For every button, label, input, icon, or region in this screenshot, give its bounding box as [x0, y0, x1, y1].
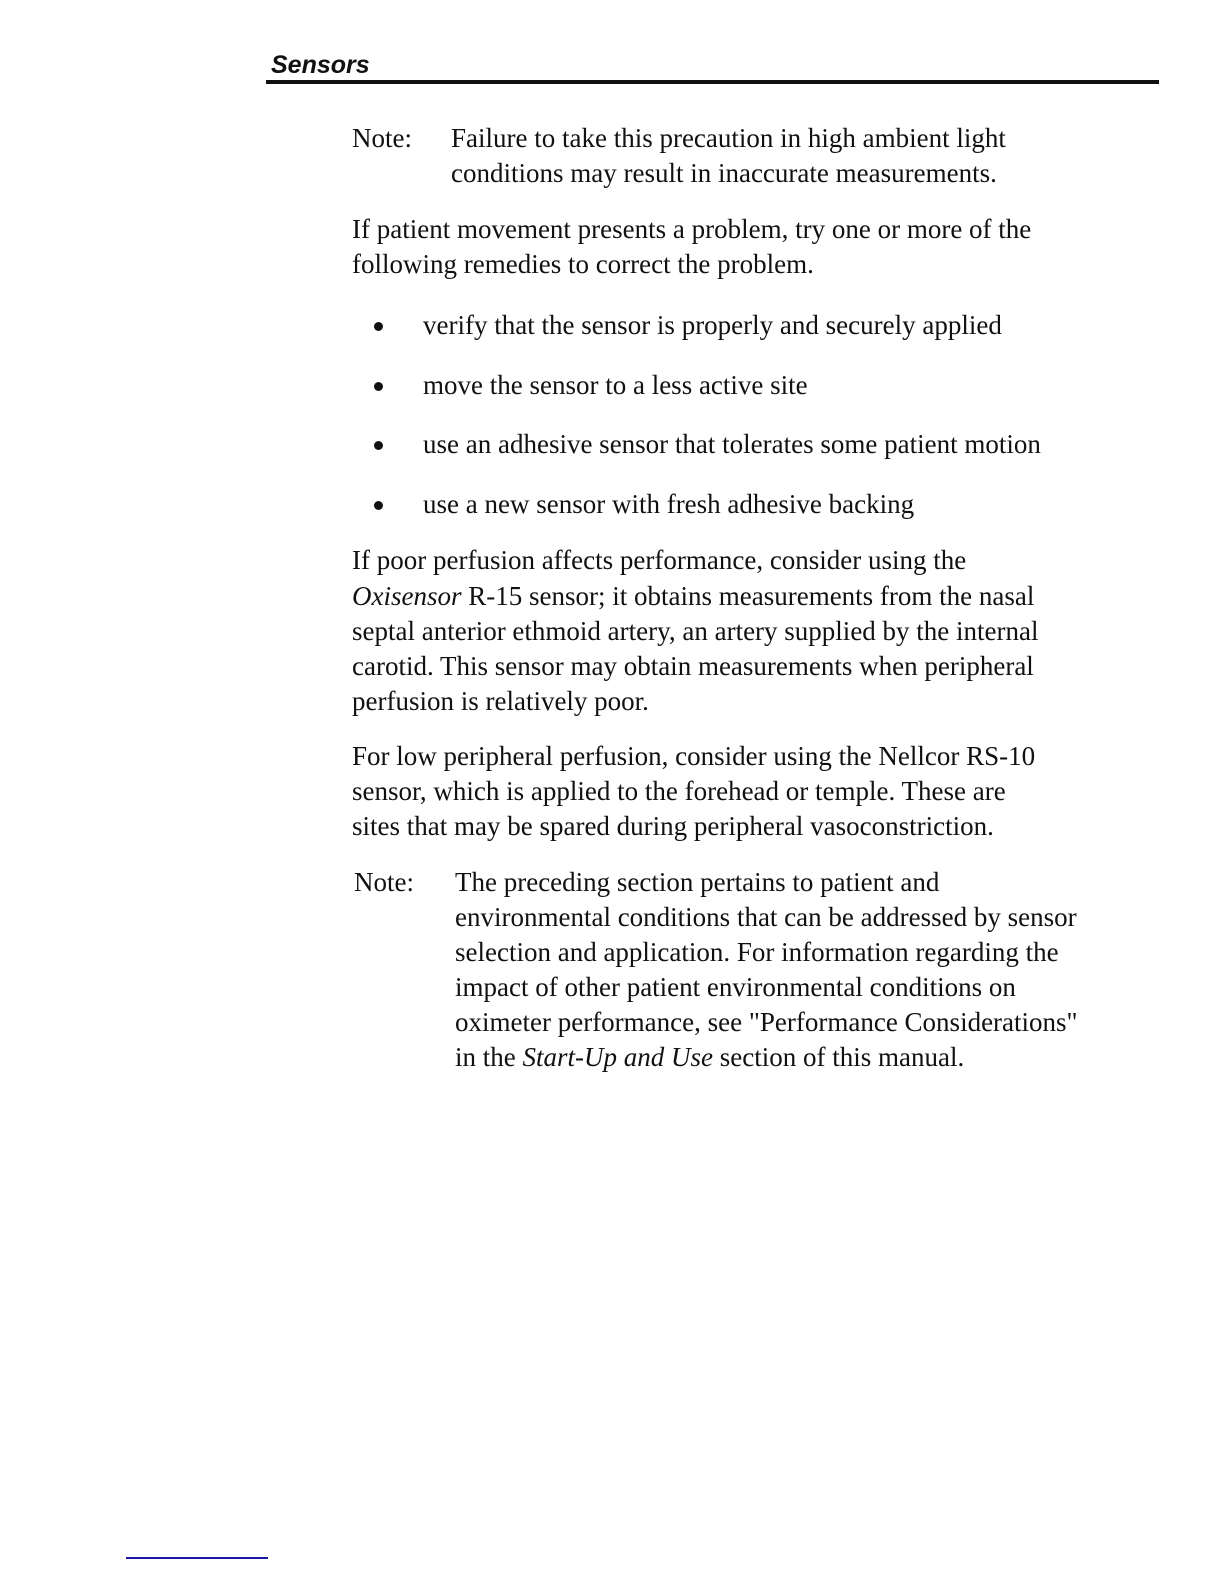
note-label: Note: [354, 867, 414, 897]
section-header: Sensors [271, 51, 370, 79]
paragraph-line [352, 580, 1034, 612]
footer-rule [126, 1557, 268, 1559]
note-text-line: oximeter performance, see "Performance Considerations" [455, 1007, 1078, 1037]
paragraph-line: If poor perfusion affects performance, consider using the [352, 545, 967, 575]
product-name: Oxisensor [352, 581, 462, 611]
paragraph-line: sensor, which is applied to the forehead or temple. These are [352, 776, 1006, 806]
paragraph-line: For low peripheral perfusion, consider using the Nellcor RS-10 [352, 741, 1036, 771]
note-text-line: environmental conditions that can be addressed by sensor [455, 902, 1077, 932]
note-text-line [455, 1041, 964, 1073]
note-text: in the [455, 1042, 523, 1072]
note-label: Note: [352, 123, 412, 153]
note-text-line: impact of other patient environmental conditions on [455, 972, 1016, 1002]
bullet-icon [374, 441, 383, 450]
note-text: section of this manual. [713, 1042, 965, 1072]
bullet-icon [374, 501, 383, 510]
note-text-line: The preceding section pertains to patient and [455, 867, 940, 897]
bullet-icon [374, 382, 383, 391]
paragraph-line: carotid. This sensor may obtain measurements when peripheral [352, 651, 1034, 681]
paragraph-line: following remedies to correct the problem. [352, 249, 814, 279]
note-text-line: conditions may result in inaccurate measurements. [451, 158, 997, 188]
bullet-icon [374, 322, 383, 331]
bullet-item: verify that the sensor is properly and securely applied [423, 310, 1002, 340]
bullet-item: use a new sensor with fresh adhesive backing [423, 489, 915, 519]
note-text-line: selection and application. For information regarding the [455, 937, 1059, 967]
bullet-item: move the sensor to a less active site [423, 370, 808, 400]
bullet-item: use an adhesive sensor that tolerates some patient motion [423, 429, 1041, 459]
paragraph-line: If patient movement presents a problem, try one or more of the [352, 214, 1032, 244]
paragraph-line: septal anterior ethmoid artery, an artery supplied by the internal [352, 616, 1039, 646]
paragraph-line: sites that may be spared during peripheral vasoconstriction. [352, 811, 994, 841]
paragraph-line: perfusion is relatively poor. [352, 686, 649, 716]
section-reference: Start-Up and Use [522, 1042, 713, 1072]
note-text-line: Failure to take this precaution in high ambient light [451, 123, 1006, 153]
header-rule [266, 80, 1159, 84]
paragraph-text: R-15 sensor; it obtains measurements from the nasal [461, 581, 1035, 611]
